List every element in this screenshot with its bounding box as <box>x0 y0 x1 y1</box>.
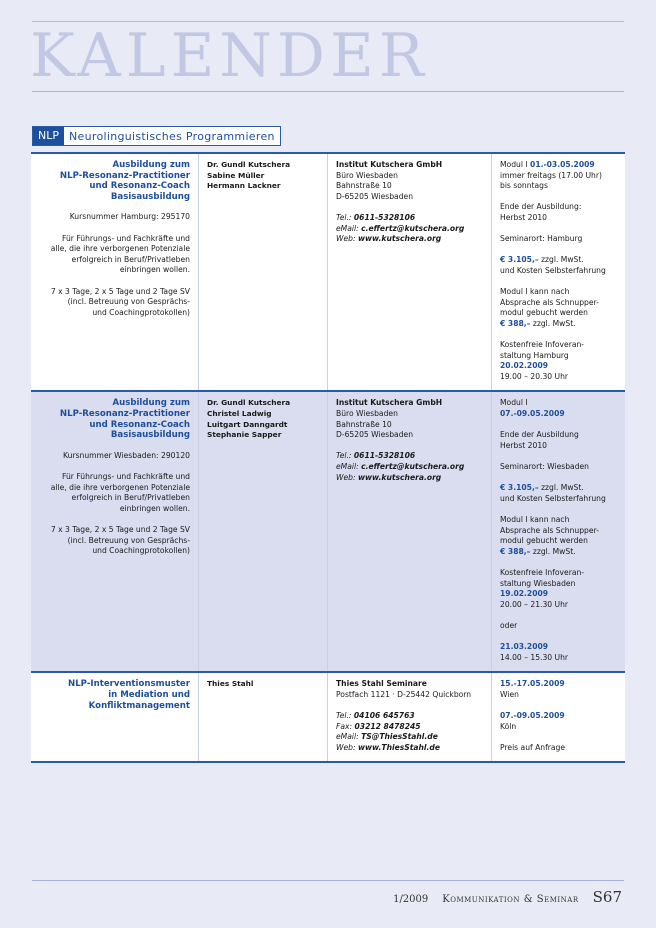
section-header <box>32 126 281 146</box>
text-line: Kostenfreie Infoveran- <box>500 567 585 577</box>
course-title-line: Basisausbildung <box>110 430 190 441</box>
web-label: Web: <box>336 742 356 752</box>
text-line: erfolgreich in Beruf/Privatleben <box>71 254 190 264</box>
text-line: alle, die ihre verborgenen Potenziale <box>50 244 190 254</box>
price-note: zzgl. MwSt. <box>532 546 576 556</box>
text-line: 7 x 3 Tage, 2 x 5 Tage und 2 Tage SV <box>50 525 190 534</box>
text-line: einbringen wollen. <box>119 503 190 513</box>
trainer-name: Stephanie Sapper <box>207 430 282 440</box>
price: € 3.105,– <box>500 483 539 493</box>
course-title <box>39 160 190 202</box>
address-line: Bahnstraße 10 <box>336 181 392 191</box>
price-note: zzgl. MwSt. <box>541 255 584 265</box>
trainer-name: Thies Stahl <box>207 679 254 689</box>
footer-rule <box>32 880 624 881</box>
text-line: (incl. Betreuung von Gesprächs- <box>67 535 190 545</box>
trainer-name: Hermann Lackner <box>207 181 281 191</box>
text-line: Ende der Ausbildung: <box>500 202 582 212</box>
page-number: S67 <box>592 888 622 906</box>
course-title-line: Konfliktmanagement <box>88 700 190 711</box>
price: € 388,– <box>500 318 531 328</box>
course-number: Kursnummer Hamburg: 295170 <box>69 212 190 222</box>
magazine-name: Kommunikation & Seminar <box>442 894 579 905</box>
price-note: zzgl. MwSt. <box>532 318 576 328</box>
trainer-name: Dr. Gundl Kutschera <box>207 160 291 169</box>
address-line: Postfach 1121 · D-25442 Quickborn <box>336 689 472 699</box>
address-line: Bahnstraße 10 <box>336 419 392 429</box>
phone-line <box>336 451 483 462</box>
course-title-line: Basisausbildung <box>110 191 190 202</box>
price-line <box>500 547 617 558</box>
organizer-cell <box>328 154 492 390</box>
text-line: Absprache als Schnupper- <box>500 525 599 535</box>
info-time: 20.00 – 21.30 Uhr <box>500 599 569 609</box>
web-line <box>336 234 483 245</box>
course-cell <box>31 392 199 671</box>
organizer-cell <box>328 392 492 671</box>
trainer-cell <box>199 154 328 390</box>
email-label: eMail: <box>336 732 359 742</box>
phone-label: Tel.: <box>336 212 352 222</box>
price: € 3.105,– <box>500 255 539 265</box>
address-line: Büro Wiesbaden <box>336 170 398 180</box>
text-line: oder <box>500 620 518 630</box>
web-line <box>336 743 483 754</box>
address-line: D-65205 Wiesbaden <box>336 191 414 201</box>
course-cell <box>31 673 199 761</box>
text-line: und Kosten Selbsterfahrung <box>500 265 606 275</box>
phone-number: 04106 645763 <box>353 711 415 721</box>
text-line: und Coachingprotokollen) <box>92 307 190 317</box>
module-date: 07.-09.05.2009 <box>500 409 565 419</box>
price-line <box>500 483 617 494</box>
text-line: immer freitags (17.00 Uhr) <box>500 170 602 180</box>
trainer-name: Dr. Gundl Kutschera <box>207 398 291 408</box>
course-scope <box>39 525 190 557</box>
text-line: Für Führungs- und Fachkräfte und <box>62 472 190 482</box>
text-line: Herbst 2010 <box>500 212 547 222</box>
page-title: KALENDER <box>30 21 429 91</box>
course-title-line: Ausbildung zum <box>112 160 190 170</box>
fax-number: 03212 8478245 <box>354 721 421 731</box>
text-line: modul gebucht werden <box>500 536 588 546</box>
text-line: Absprache als Schnupper- <box>500 297 599 307</box>
email-label: eMail: <box>336 223 359 233</box>
price-line <box>500 255 617 266</box>
email-line <box>336 732 483 743</box>
course-title-line: NLP-Interventionsmuster <box>68 679 190 690</box>
target-group <box>39 472 190 514</box>
fax-label: Fax: <box>336 721 353 731</box>
text-line: Herbst 2010 <box>500 440 547 450</box>
phone-number: 0611-5328106 <box>353 212 416 222</box>
course-title <box>39 398 190 440</box>
course-title-line: in Mediation und <box>108 689 190 700</box>
event-date: 07.-09.05.2009 <box>500 711 565 721</box>
text-line: 7 x 3 Tage, 2 x 5 Tage und 2 Tage SV <box>50 286 190 296</box>
text-line: Modul I kann nach <box>500 515 570 524</box>
email-line <box>336 224 483 235</box>
event-row <box>31 392 625 673</box>
course-title-line: und Resonanz-Coach <box>89 419 190 430</box>
module-date: 01.-03.05.2009 <box>530 160 595 169</box>
course-title-line: Ausbildung zum <box>112 398 190 409</box>
email-link[interactable]: TS@ThiesStahl.de <box>361 732 438 742</box>
email-link[interactable]: c.effertz@kutschera.org <box>361 223 465 233</box>
address-line: Büro Wiesbaden <box>336 409 398 419</box>
web-label: Web: <box>336 472 356 482</box>
email-link[interactable]: c.effertz@kutschera.org <box>361 462 465 472</box>
issue-number: 1/2009 <box>393 894 429 905</box>
text-line: (incl. Betreuung von Gesprächs- <box>67 297 190 307</box>
section-name: Neurolinguistisches Programmieren <box>69 129 275 143</box>
course-title-line: und Resonanz-Coach <box>89 181 190 192</box>
organizer-name: Institut Kutschera GmbH <box>336 160 443 169</box>
trainer-name: Luitgart Danngardt <box>207 419 288 429</box>
seminar-location: Seminarort: Hamburg <box>500 234 583 244</box>
text-line: einbringen wollen. <box>119 265 190 275</box>
text-line: Kostenfreie Infoveran- <box>500 340 585 350</box>
info-date: 21.03.2009 <box>500 642 549 652</box>
price: € 388,– <box>500 546 531 556</box>
event-place: Köln <box>500 721 517 731</box>
organizer-name: Thies Stahl Seminare <box>336 679 427 689</box>
web-line <box>336 473 483 484</box>
address-line: D-65205 Wiesbaden <box>336 430 414 440</box>
text-line: Für Führungs- und Fachkräfte und <box>62 233 190 243</box>
info-date: 19.02.2009 <box>500 589 549 599</box>
text-line: und Kosten Selbsterfahrung <box>500 493 606 503</box>
text-line: erfolgreich in Beruf/Privatleben <box>71 493 190 503</box>
module-line <box>500 160 617 171</box>
price-note: zzgl. MwSt. <box>541 483 584 493</box>
web-link[interactable]: www.kutschera.org <box>357 472 442 482</box>
text-line: Ende der Ausbildung <box>500 430 579 440</box>
course-number: Kursnummer Wiesbaden: 290120 <box>63 450 190 460</box>
price-note: Preis auf Anfrage <box>500 742 566 752</box>
event-table <box>31 152 625 763</box>
email-line <box>336 462 483 473</box>
info-time: 19.00 – 20.30 Uhr <box>500 371 569 381</box>
trainer-name: Sabine Müller <box>207 170 265 180</box>
module-label: Modul I <box>500 398 528 408</box>
email-label: eMail: <box>336 462 359 472</box>
dates-cell <box>492 154 625 390</box>
event-row <box>31 154 625 392</box>
info-date: 20.02.2009 <box>500 361 549 371</box>
target-group <box>39 234 190 276</box>
course-cell <box>31 154 199 390</box>
web-link[interactable]: www.ThiesStahl.de <box>357 742 440 752</box>
section-abbr: NLP <box>33 127 64 145</box>
dates-cell <box>492 392 625 671</box>
organizer-cell <box>328 673 492 761</box>
web-label: Web: <box>336 234 356 244</box>
phone-number: 0611-5328106 <box>353 451 416 461</box>
trainer-name: Christel Ladwig <box>207 409 272 419</box>
phone-line <box>336 213 483 224</box>
text-line: staltung Hamburg <box>500 350 569 360</box>
text-line: bis sonntags <box>500 181 548 191</box>
text-line: und Coachingprotokollen) <box>92 546 190 556</box>
phone-label: Tel.: <box>336 711 352 721</box>
page-footer <box>393 888 622 906</box>
price-line <box>500 319 617 330</box>
dates-cell <box>492 673 625 761</box>
course-scope <box>39 287 190 319</box>
course-title <box>39 679 190 711</box>
trainer-cell <box>199 392 328 671</box>
phone-line <box>336 711 483 722</box>
seminar-location: Seminarort: Wiesbaden <box>500 462 589 472</box>
title-rule <box>32 91 624 92</box>
event-row <box>31 673 625 763</box>
event-place: Wien <box>500 689 519 699</box>
course-title-line: NLP-Resonanz-Practitioner <box>59 170 190 181</box>
fax-line <box>336 722 483 733</box>
event-date: 15.-17.05.2009 <box>500 679 565 689</box>
course-title-line: NLP-Resonanz-Practitioner <box>59 409 190 420</box>
text-line: staltung Wiesbaden <box>500 578 576 588</box>
text-line: modul gebucht werden <box>500 308 588 318</box>
text-line: Modul I kann nach <box>500 287 570 297</box>
organizer-name: Institut Kutschera GmbH <box>336 398 443 408</box>
phone-label: Tel.: <box>336 451 352 461</box>
text-line: alle, die ihre verborgenen Potenziale <box>50 482 190 492</box>
trainer-cell <box>199 673 328 761</box>
web-link[interactable]: www.kutschera.org <box>357 234 442 244</box>
module-label: Modul I <box>500 160 528 169</box>
info-time: 14.00 – 15.30 Uhr <box>500 652 569 662</box>
